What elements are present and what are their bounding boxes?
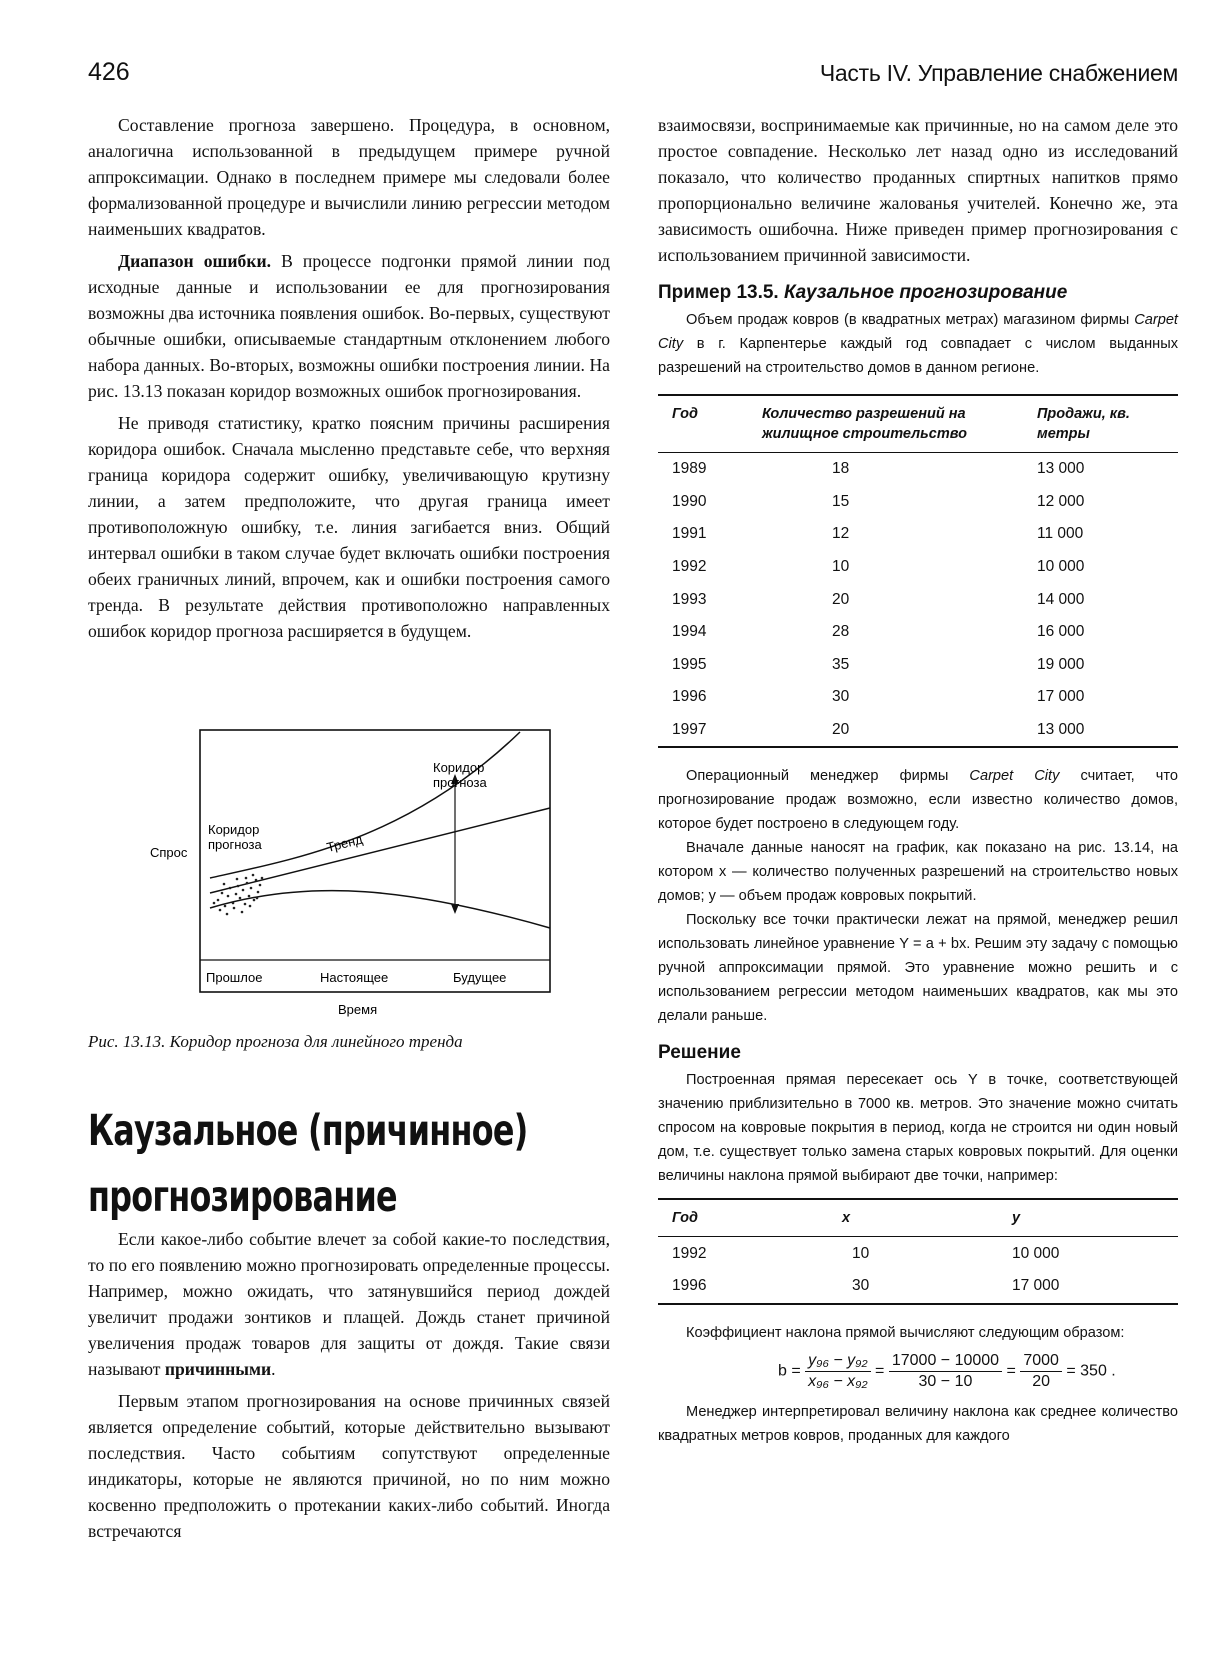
table-cell: 17 000 — [1037, 688, 1085, 706]
paragraph: Не приводя статистику, кратко поясним причины расширения коридора ошибок. Сначала мысленно представьте себе, что верхняя граница коридора содержит ошибку, увеличивающую крутизну линии, а затем предположите, что другая граница имеет противоположную ошибку, т.е. линия загибается вниз. Общий интервал ошибки в таком случае будет включать ошибки построения обеих граничных линий, впрочем, как и ошибки построения самого тренда. В результате действия противоположно направленных ошибок коридор прогноза расширяется в будущем. — [88, 413, 610, 641]
table-cell: 10 000 — [1037, 558, 1085, 576]
y-axis-label: Спрос — [150, 845, 188, 860]
table-cell: 35 — [832, 655, 850, 673]
table-body — [658, 1237, 1178, 1304]
table-cell: 30 — [832, 688, 850, 706]
table-row — [658, 649, 1178, 682]
table-header-year: Год — [672, 406, 698, 422]
fraction-numerator: 7000 — [1020, 1351, 1062, 1372]
table-row — [658, 616, 1178, 649]
table-header-y: y — [1012, 1210, 1021, 1227]
table-row — [658, 551, 1178, 584]
formula-result: = 350 . — [1066, 1362, 1116, 1380]
trend-label: Тренд — [325, 831, 365, 855]
table-row — [658, 518, 1178, 551]
x-label-past: Прошлое — [206, 970, 263, 985]
table-row — [658, 681, 1178, 714]
fraction-denominator: 20 — [1032, 1372, 1050, 1390]
arrow-head-down — [451, 904, 459, 914]
example-paragraph — [658, 764, 1178, 836]
table-cell: 16 000 — [1037, 623, 1085, 641]
data-points-cloud — [213, 874, 264, 916]
table-cell: 1991 — [672, 525, 707, 543]
fraction-denominator: x₉₆ − x₉₂ — [808, 1372, 868, 1390]
table-header-year: Год — [672, 1210, 698, 1227]
corridor-right-label-1: Коридор — [433, 760, 485, 775]
fraction-denominator: 30 − 10 — [918, 1372, 973, 1390]
paragraph-error-range — [88, 248, 610, 404]
fraction-numerator: y₉₆ − y₉₂ — [805, 1351, 870, 1372]
term-causal: причинными — [164, 1359, 272, 1379]
lower-bound-curve — [210, 891, 550, 928]
table-row — [658, 714, 1178, 748]
paragraph-body: Если какое-либо событие влечет за собой какие-то последствия, то по его появлению можно прогнозировать определенные процессы. Например, можно ожидать, что затянувшийся период дождей увеличит продажи зонтиков и плащей. Дождь станет причиной увеличения продаж товаров для защиты от дождя. Такие связи называют — [88, 1229, 610, 1379]
solution-paragraph: Менеджер интерпретировал величину наклона как среднее количество квадратных метров ковров, проданных для каждого — [658, 1403, 1178, 1444]
paragraph-lead: Диапазон ошибки. — [118, 251, 271, 271]
example-title-text: Каузальное прогнозирование — [784, 282, 1068, 303]
example-number: Пример 13.5. — [658, 282, 784, 303]
section-heading-line-1: Каузальное (причинное) — [88, 1106, 528, 1156]
table-cell: 18 — [832, 460, 850, 478]
table-cell: 1989 — [672, 460, 707, 478]
table-cell: 10 000 — [1012, 1244, 1060, 1262]
table-cell: 13 000 — [1037, 460, 1085, 478]
table-row — [658, 453, 1178, 486]
figure-frame — [200, 730, 550, 992]
table-header-sales: Продажи, кв. метры — [1037, 406, 1130, 442]
table-cell: 20 — [832, 590, 850, 608]
fraction — [1020, 1351, 1062, 1392]
table-cell: 10 — [852, 1244, 870, 1262]
text: считает, что прогнозирование продаж возможно, если известно количество домов, которое будет построено в следующем году. — [658, 768, 1178, 833]
fraction-numerator: 17000 − 10000 — [889, 1351, 1002, 1372]
fraction — [889, 1351, 1002, 1392]
table-cell: 30 — [852, 1277, 870, 1295]
example-paragraph: Поскольку все точки практически лежат на прямой, менеджер решил использовать линейное уравнение Y = a + bx. Решим эту задачу с помощью ручной аппроксимации прямой. Это уравнение можно решить и с использованием регрессии методом наименьших квадратов, как мы это делали раньше. — [658, 912, 1178, 1025]
firm-name: Carpet City — [658, 312, 1178, 352]
x-label-present: Настоящее — [320, 970, 389, 985]
x-label-future: Будущее — [453, 970, 507, 985]
figure-caption: Рис. 13.13. Коридор прогноза для линейного тренда — [88, 1032, 463, 1051]
x-axis-label: Время — [338, 1002, 378, 1017]
paragraph: взаимосвязи, воспринимаемые как причинные, но на самом деле это простое совпадение. Несколько лет назад одно из исследований показало, что количество проданных спиртных напитков прямо пропорционально величине жалованья учителей. Конечно же, эта зависимость ошибочна. Ниже приведен пример прогнозирования с использованием причинной зависимости. — [658, 115, 1178, 265]
paragraph-end: . — [271, 1359, 276, 1379]
table-cell: 1993 — [672, 590, 707, 608]
table-cell: 17 000 — [1012, 1277, 1060, 1295]
slope-formula — [778, 1351, 1178, 1392]
forecast-corridor-figure — [150, 728, 570, 1024]
table-cell: 1997 — [672, 721, 707, 739]
solution-heading: Решение — [658, 1042, 741, 1064]
table-cell: 1990 — [672, 492, 707, 510]
paragraph: Составление прогноза завершено. Процедура, в основном, аналогична использованной в предыдущем примере ручной аппроксимации. Однако в последнем примере мы следовали более формализованной процедуре и вычислили линию регрессии методом наименьших квадратов. — [88, 115, 610, 239]
firm-name: Carpet City — [969, 768, 1060, 785]
table-cell: 1994 — [672, 623, 707, 641]
text: в г. Карпентерье каждый год совпадает с числом выданных разрешений на строительство домов в данном регионе. — [658, 336, 1178, 376]
upper-bound-curve — [210, 732, 520, 878]
equals-sign: = — [875, 1362, 885, 1380]
table-header-permits: Количество разрешений на жилищное строительство — [762, 406, 967, 442]
table-cell: 10 — [832, 558, 850, 576]
table-cell: 14 000 — [1037, 590, 1085, 608]
table-row — [658, 486, 1178, 519]
example-paragraph: Вначале данные наносят на график, как показано на рис. 13.14, на котором x — количество полученных разрешений на строительство новых домов; y — объем продаж ковровых покрытий. — [658, 840, 1178, 905]
solution-paragraph: Построенная прямая пересекает ось Y в точке, соответствующей значению приблизительно в 7000 кв. метров. Это значение можно считать спросом на ковровые покрытия в период, когда не строится ни один новый дом, т.е. существует только замена старых ковровых покрытий. Для оценки величины наклона прямой выбирают две точки, например: — [658, 1072, 1178, 1185]
paragraph-body: В процессе подгонки прямой линии под исходные данные и использовании ее для прогнозирования возможны два источника появления ошибок. Во-первых, существуют обычные ошибки, описываемые стандартным отклонением любого набора данных. Во-вторых, возможны ошибки построения линии. На рис. 13.13 показан коридор возможных ошибок прогнозирования. — [88, 251, 610, 401]
page-number: 426 — [88, 58, 130, 86]
section-heading — [88, 1098, 528, 1230]
table-body — [658, 453, 1178, 748]
left-column-upper — [88, 112, 610, 644]
paragraph-causal — [88, 1226, 610, 1382]
table-cell: 12 — [832, 525, 850, 543]
table-cell: 11 000 — [1037, 525, 1084, 543]
left-column-lower — [88, 1226, 610, 1544]
permits-sales-table — [658, 394, 1178, 748]
table-cell: 1996 — [672, 688, 707, 706]
example-paragraph — [658, 308, 1178, 380]
table-header-x: x — [842, 1210, 851, 1227]
table-cell: 15 — [832, 492, 850, 510]
solution-paragraph: Коэффициент наклона прямой вычисляют следующим образом: — [686, 1324, 1125, 1341]
table-cell: 1992 — [672, 558, 707, 576]
table-row — [658, 583, 1178, 616]
corridor-left-label-2: прогноза — [208, 837, 262, 852]
table-cell: 1995 — [672, 655, 707, 673]
right-column — [658, 112, 1178, 1448]
equals-sign: = — [1006, 1362, 1016, 1380]
table-row — [658, 1237, 1178, 1270]
section-heading-line-2: прогнозирование — [88, 1172, 397, 1222]
table-cell: 1992 — [672, 1244, 707, 1262]
fraction — [805, 1351, 870, 1392]
running-head: Часть IV. Управление снабжением — [819, 60, 1178, 86]
table-cell: 28 — [832, 623, 850, 641]
table-cell: 1996 — [672, 1277, 707, 1295]
corridor-left-label-1: Коридор — [208, 822, 260, 837]
formula-lhs: b = — [778, 1362, 801, 1380]
table-cell: 19 000 — [1037, 655, 1085, 673]
text: Операционный менеджер фирмы — [686, 768, 970, 785]
table-cell: 13 000 — [1037, 721, 1085, 739]
table-cell: 20 — [832, 721, 850, 739]
text: Объем продаж ковров (в квадратных метрах) магазином фирмы — [686, 312, 1135, 328]
two-points-table — [658, 1198, 1178, 1304]
corridor-right-label-2: прогноза — [433, 775, 487, 790]
paragraph: Первым этапом прогнозирования на основе причинных связей является определение событий, которые действительно вызывают последствия. Часто событиям сопутствуют определенные индикаторы, которые не являются причиной, но по ним можно косвенно предположить о протекании каких-либо событий. Иногда встречаются — [88, 1391, 610, 1541]
table-row — [658, 1270, 1178, 1304]
table-cell: 12 000 — [1037, 492, 1085, 510]
example-title — [658, 282, 1178, 304]
